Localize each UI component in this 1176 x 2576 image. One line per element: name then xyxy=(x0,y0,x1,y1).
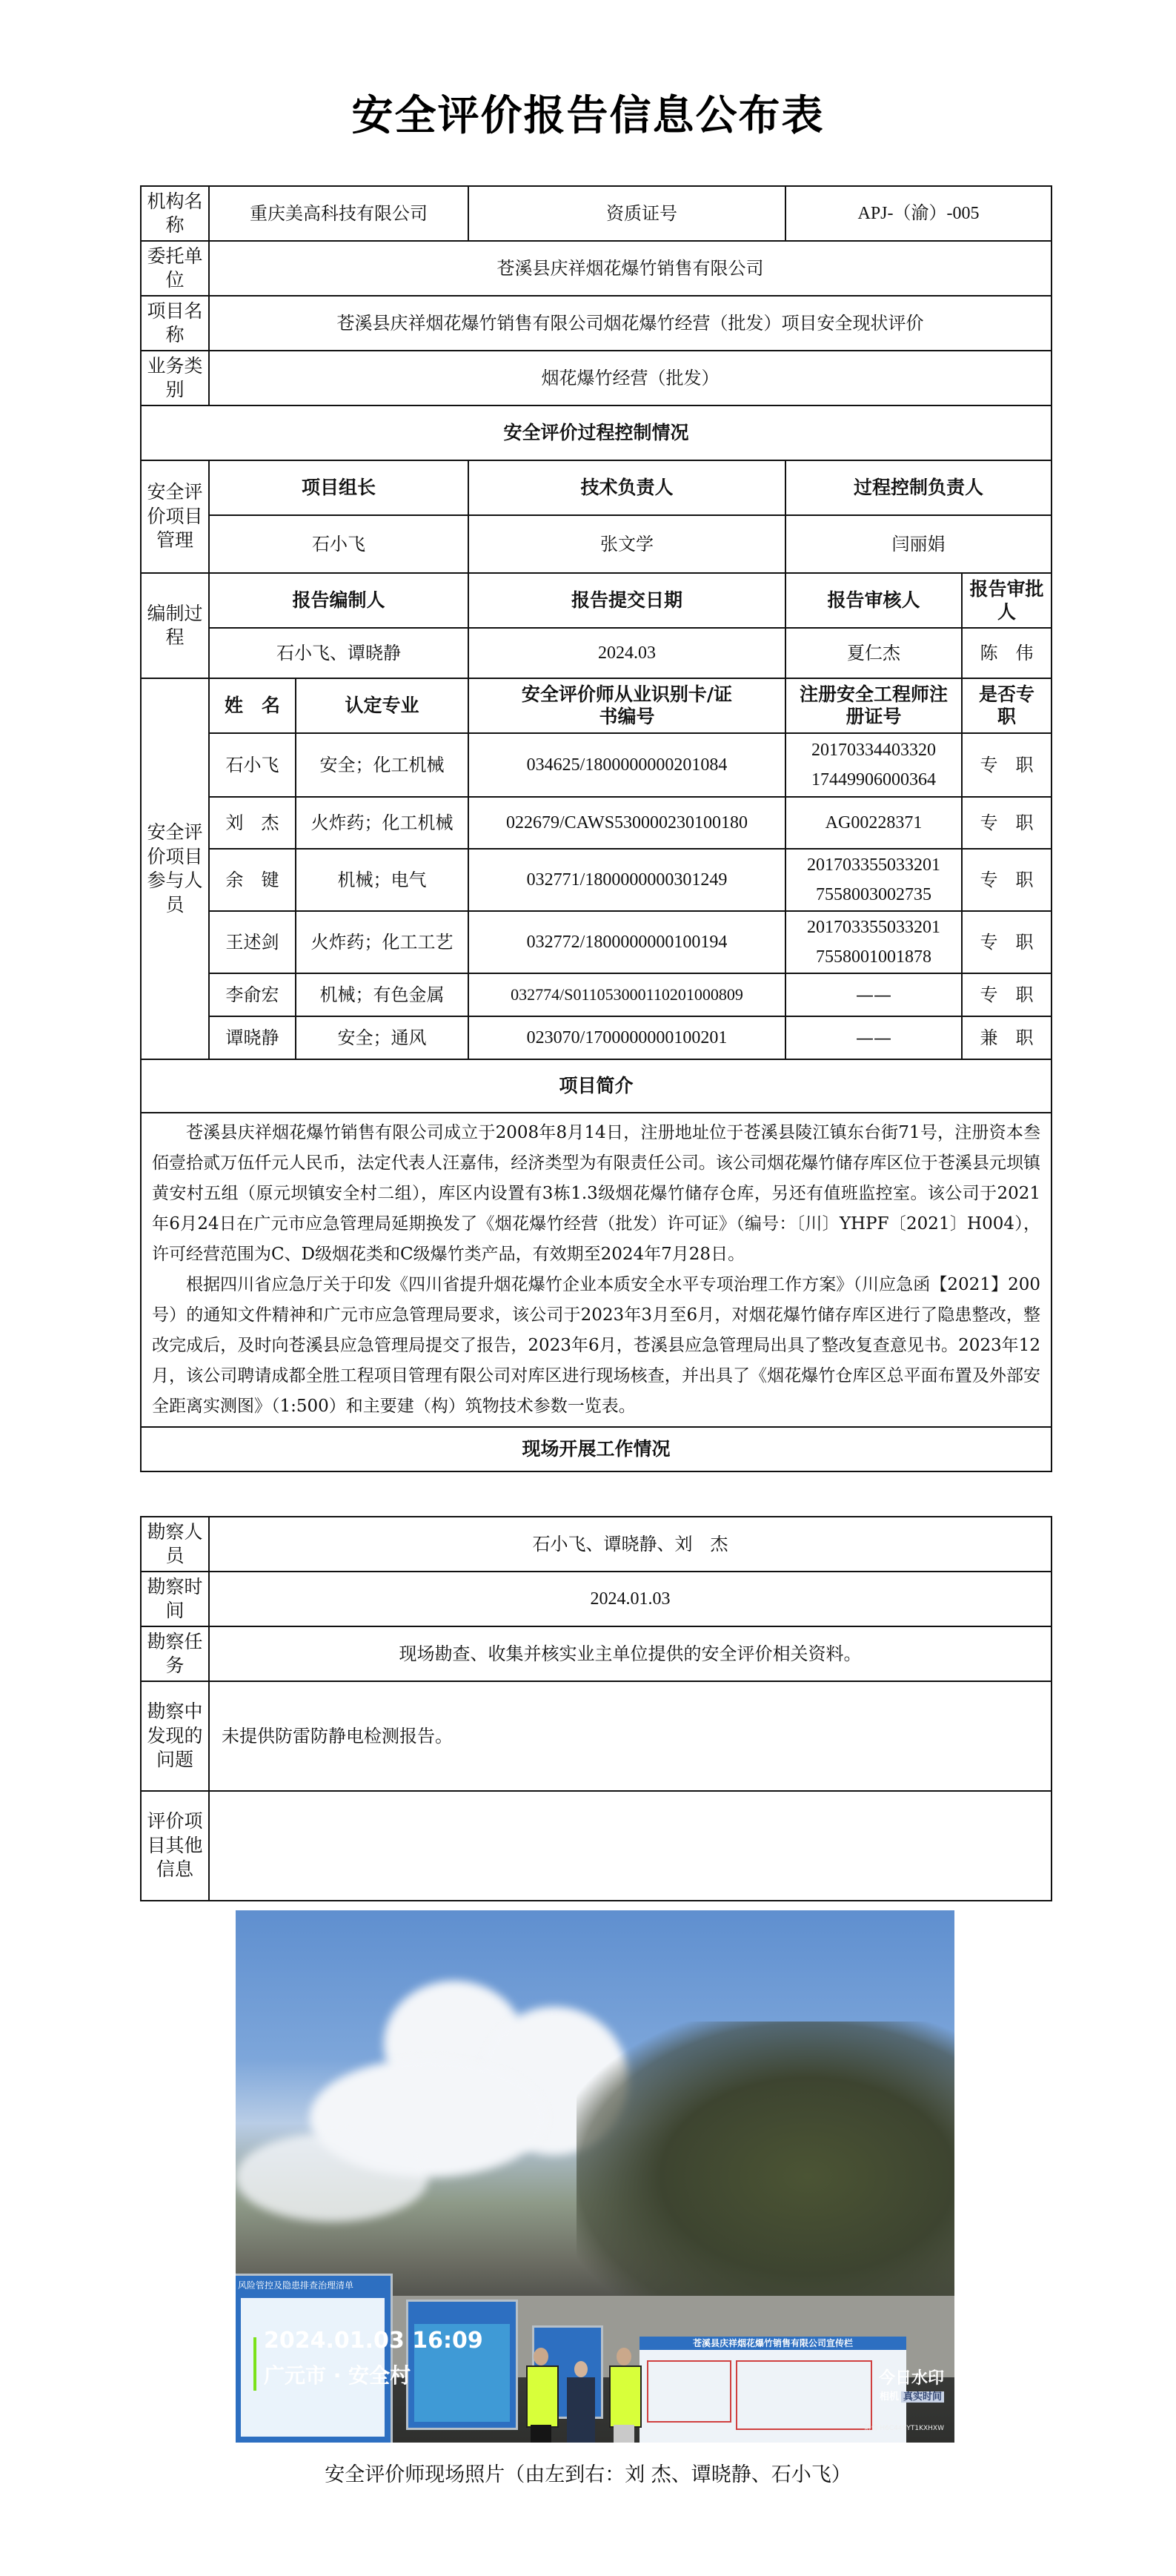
person-card: 032772/1800000000100194 xyxy=(468,911,785,973)
org-row xyxy=(141,186,1052,241)
person-name: 谭晓静 xyxy=(209,1016,296,1059)
edit-header-author: 报告编制人 xyxy=(209,573,468,628)
tree-mass xyxy=(577,2022,954,2303)
person-name: 王述剑 xyxy=(209,911,296,973)
cert-value: APJ-（渝）-005 xyxy=(785,186,1052,241)
business-value: 烟花爆竹经营（批发） xyxy=(209,351,1052,405)
edit-value-reviewer: 夏仁杰 xyxy=(785,628,962,678)
person-name: 李俞宏 xyxy=(209,973,296,1016)
survey-label: 勘察人员 xyxy=(141,1517,209,1572)
person-reg xyxy=(785,849,962,911)
client-row xyxy=(141,241,1052,296)
person-name: 余 键 xyxy=(209,849,296,911)
survey-value: 现场勘查、收集并核实业主单位提供的安全评价相关资料。 xyxy=(209,1626,1052,1681)
watermark-location: 广元市 · 安全村 xyxy=(264,2363,411,2388)
survey-row xyxy=(141,1517,1052,1572)
info-board-middle xyxy=(406,2299,518,2430)
person-card: 023070/1700000000100201 xyxy=(468,1016,785,1059)
person-right xyxy=(606,2348,642,2443)
survey-label: 勘察中发现的问题 xyxy=(141,1681,209,1791)
person-reg: —— xyxy=(785,1016,962,1059)
person-reg-line2: 17449906000364 xyxy=(811,770,936,789)
personnel-row xyxy=(141,849,1052,911)
watermark-brand-sub: 相机 xyxy=(879,2391,899,2403)
personnel-row xyxy=(141,973,1052,1016)
survey-value: 2024.01.03 xyxy=(209,1572,1052,1626)
edit-value-row xyxy=(141,628,1052,678)
person-card: 034625/1800000000201084 xyxy=(468,733,785,797)
survey-row xyxy=(141,1681,1052,1791)
person-major: 火炸药；化工工艺 xyxy=(296,911,468,973)
personnel-header-card: 安全评价师从业识别卡/证书编号 xyxy=(468,678,785,733)
person-major: 火炸药；化工机械 xyxy=(296,797,468,849)
person-card: 032774/S011053000110201000809 xyxy=(468,973,785,1016)
person-major: 机械；有色金属 xyxy=(296,973,468,1016)
person-reg-line2: 7558001001878 xyxy=(816,947,931,967)
banner-title: 苍溪县庆祥烟花爆竹销售有限公司宣传栏 xyxy=(692,2338,853,2348)
person-reg: —— xyxy=(785,973,962,1016)
survey-value: 石小飞、谭晓静、刘 杰 xyxy=(209,1517,1052,1572)
edit-value-author: 石小飞、谭晓静 xyxy=(209,628,468,678)
person-reg-line1: 201703355033201 xyxy=(807,918,940,937)
edit-label: 编制过程 xyxy=(141,573,209,678)
intro-paragraph: 根据四川省应急厅关于印发《四川省提升烟花爆竹企业本质安全水平专项治理工作方案》（川应急函【2021】200号）的通知文件精神和广元市应急管理局要求，该公司于2023年3月至6月，对烟花爆竹储存库区进行了隐患整改，整改完成后，及时向苍溪县应急管理局提交了报告，2023年6月，苍溪县应急管理局出具了整改复查意见书。2023年12月，该公司聘请成都全胜工程项目管理有限公司对库区进行现场核查，并出具了《烟花爆竹仓库区总平面布置及外部安全距离实测图》（1:500）和主要建（构）筑物技术参数一览表。 xyxy=(152,1275,1041,1416)
cert-label: 资质证号 xyxy=(468,186,785,241)
survey-table xyxy=(140,1516,1052,1901)
person-reg-line2: 7558003002735 xyxy=(816,885,931,904)
personnel-header-row xyxy=(141,678,1052,733)
person-reg: AG00228371 xyxy=(785,797,962,849)
project-value: 苍溪县庆祥烟花爆竹销售有限公司烟花爆竹经营（批发）项目安全现状评价 xyxy=(209,296,1052,351)
person-fulltime: 专 职 xyxy=(962,849,1052,911)
page-title: 安全评价报告信息公布表 xyxy=(351,92,825,140)
watermark-time: 2024.01.03 16:09 xyxy=(264,2328,483,2354)
mgmt-header-control: 过程控制负责人 xyxy=(785,460,1052,515)
intro-section-title: 项目简介 xyxy=(141,1059,1052,1113)
business-label: 业务类别 xyxy=(141,351,209,405)
person-left xyxy=(523,2348,559,2443)
photo-caption: 安全评价师现场照片（由左到右：刘 杰、谭晓静、石小飞） xyxy=(325,2463,851,2486)
person-card: 022679/CAWS530000230100180 xyxy=(468,797,785,849)
site-photo xyxy=(236,1910,954,2443)
survey-value: 未提供防雷防静电检测报告。 xyxy=(209,1681,1052,1791)
process-section-title: 安全评价过程控制情况 xyxy=(141,405,1052,460)
survey-label: 勘察任务 xyxy=(141,1626,209,1681)
mgmt-label: 安全评价项目管理 xyxy=(141,460,209,573)
edit-header-approver: 报告审批人 xyxy=(962,573,1052,628)
board-left-title: 风险管控及隐患排查治理清单 xyxy=(238,2280,354,2291)
cloud-shape xyxy=(236,2133,428,2222)
person-card: 032771/1800000000301249 xyxy=(468,849,785,911)
personnel-header-major: 认定专业 xyxy=(296,678,468,733)
project-label: 项目名称 xyxy=(141,296,209,351)
org-name-label: 机构名称 xyxy=(141,186,209,241)
survey-row xyxy=(141,1572,1052,1626)
watermark-brand-name: 今日水印 xyxy=(878,2369,944,2388)
person-reg xyxy=(785,911,962,973)
watermark-brand xyxy=(879,2365,944,2403)
personnel-header-name: 姓 名 xyxy=(209,678,296,733)
person-fulltime: 专 职 xyxy=(962,797,1052,849)
mgmt-header-leader: 项目组长 xyxy=(209,460,468,515)
person-middle xyxy=(565,2361,597,2443)
survey-label: 评价项目其他信息 xyxy=(141,1791,209,1901)
person-name: 石小飞 xyxy=(209,733,296,797)
edit-header-row xyxy=(141,573,1052,628)
watermark-code: 防伪 H6C449YT1KXHXW xyxy=(864,2425,944,2432)
survey-row xyxy=(141,1791,1052,1901)
person-major: 安全；通风 xyxy=(296,1016,468,1059)
project-row xyxy=(141,296,1052,351)
personnel-row xyxy=(141,733,1052,797)
mgmt-header-tech: 技术负责人 xyxy=(468,460,785,515)
survey-row xyxy=(141,1626,1052,1681)
edit-header-reviewer: 报告审核人 xyxy=(785,573,962,628)
mgmt-value-control: 闫丽娟 xyxy=(785,515,1052,573)
personnel-header-fulltime: 是否专职 xyxy=(962,678,1052,733)
personnel-header-reg: 注册安全工程师注册证号 xyxy=(785,678,962,733)
watermark-brand-tag: 真实时间 xyxy=(901,2391,944,2403)
client-label: 委托单位 xyxy=(141,241,209,296)
intro-paragraph: 苍溪县庆祥烟花爆竹销售有限公司成立于2008年8月14日，注册地址位于苍溪县陵江镇东台街71号，注册资本叁佰壹拾贰万伍仟元人民币，法定代表人汪嘉伟，经济类型为有限责任公司。该公司烟花爆竹储存库区位于苍溪县元坝镇黄安村五组（原元坝镇安全村二组），库区内设置有3栋1.3级烟花爆竹储存仓库，另还有值班监控室。该公司于2021年6月24日在广元市应急管理局延期换发了《烟花爆竹经营（批发）许可证》（编号：〔川〕YHPF〔2021〕H004），许可经营范围为C、D级烟花类和C级爆竹类产品，有效期至2024年7月28日。 xyxy=(152,1123,1041,1264)
person-major: 机械；电气 xyxy=(296,849,468,911)
personnel-row xyxy=(141,1016,1052,1059)
mgmt-value-tech: 张文学 xyxy=(468,515,785,573)
person-fulltime: 专 职 xyxy=(962,911,1052,973)
watermark-bar xyxy=(253,2337,256,2391)
person-fulltime: 专 职 xyxy=(962,973,1052,1016)
person-reg-line1: 20170334403320 xyxy=(811,741,936,760)
org-name-value: 重庆美高科技有限公司 xyxy=(209,186,468,241)
mgmt-value-leader: 石小飞 xyxy=(209,515,468,573)
business-row xyxy=(141,351,1052,405)
info-board-left xyxy=(236,2274,393,2443)
mgmt-value-row xyxy=(141,515,1052,573)
person-reg-line1: 201703355033201 xyxy=(807,855,940,875)
personnel-row xyxy=(141,797,1052,849)
personnel-label: 安全评价项目参与人员 xyxy=(141,678,209,1059)
report-info-table xyxy=(140,185,1052,1472)
personnel-row xyxy=(141,911,1052,973)
survey-label: 勘察时间 xyxy=(141,1572,209,1626)
edit-value-date: 2024.03 xyxy=(468,628,785,678)
person-reg xyxy=(785,733,962,797)
person-major: 安全；化工机械 xyxy=(296,733,468,797)
mgmt-header-row xyxy=(141,460,1052,515)
person-name: 刘 杰 xyxy=(209,797,296,849)
edit-value-approver: 陈 伟 xyxy=(962,628,1052,678)
person-fulltime: 兼 职 xyxy=(962,1016,1052,1059)
site-section-title: 现场开展工作情况 xyxy=(141,1427,1052,1471)
person-fulltime: 专 职 xyxy=(962,733,1052,797)
client-value: 苍溪县庆祥烟花爆竹销售有限公司 xyxy=(209,241,1052,296)
intro-body xyxy=(141,1113,1052,1427)
survey-value xyxy=(209,1791,1052,1901)
edit-header-date: 报告提交日期 xyxy=(468,573,785,628)
